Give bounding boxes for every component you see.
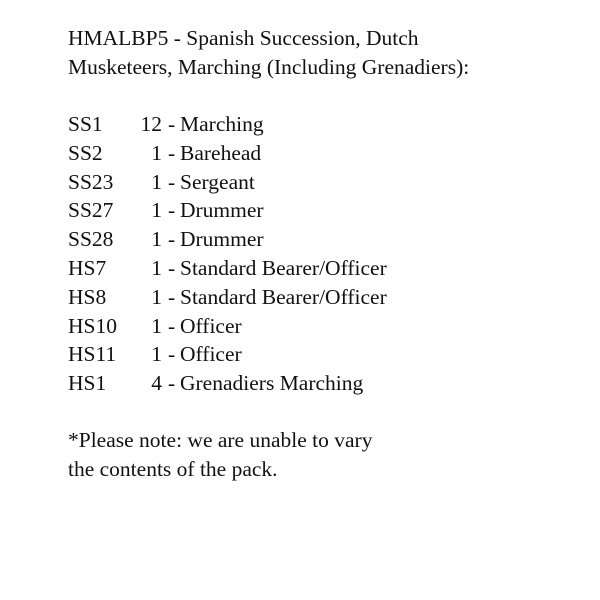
pack-note [68, 426, 372, 484]
pack-item-code: HS10 [68, 313, 117, 338]
pack-item-separator: - [168, 371, 176, 396]
pack-item-code: HS11 [68, 342, 117, 367]
pack-item-separator: - [168, 227, 176, 252]
pack-item-code: SS28 [68, 227, 114, 252]
pack-item-description: Sergeant [180, 169, 255, 194]
pack-item-quantity: 4 [151, 371, 162, 396]
pack-item-code: HS7 [68, 255, 107, 280]
pack-item-quantity: 1 [151, 169, 162, 194]
pack-item-description: Drummer [180, 227, 264, 252]
pack-item-quantity: 1 [151, 227, 162, 252]
pack-title-line-2: Musketeers, Marching (Including Grenadiers): [68, 55, 470, 79]
pack-item-quantity: 1 [151, 342, 162, 367]
pack-item-separator: - [168, 169, 176, 194]
pack-item-separator: - [168, 342, 176, 367]
pack-item-description: Officer [180, 313, 242, 338]
pack-item-separator: - [168, 140, 176, 165]
pack-item-quantity: 1 [151, 140, 162, 165]
pack-item-separator: - [168, 255, 176, 280]
pack-title [68, 24, 588, 82]
pack-item-separator: - [168, 198, 176, 223]
pack-item-description: Grenadiers Marching [180, 371, 364, 396]
pack-item-code: SS27 [68, 198, 114, 223]
pack-item-separator: - [168, 112, 176, 136]
pack-item-separator: - [168, 313, 176, 338]
pack-item-code: HS8 [68, 284, 107, 309]
pack-item-quantity: 1 [151, 198, 162, 223]
pack-item-description: Drummer [180, 198, 264, 223]
pack-item-description: Barehead [180, 140, 262, 165]
pack-item-code: SS1 [68, 112, 103, 136]
pack-item-description: Standard Bearer/Officer [180, 284, 387, 309]
pack-item-quantity: 1 [151, 284, 162, 309]
pack-title-line-1: HMALBP5 - Spanish Succession, Dutch [68, 26, 419, 50]
pack-note-line-1: *Please note: we are unable to vary [68, 428, 373, 452]
pack-item-quantity: 1 [151, 313, 162, 338]
pack-item-code: SS23 [68, 169, 114, 194]
pack-item-quantity: 1 [151, 255, 162, 280]
pack-item-separator: - [168, 284, 176, 309]
pack-item-code: HS1 [68, 371, 107, 396]
pack-note-line-2: the contents of the pack. [68, 457, 278, 481]
pack-item-description: Standard Bearer/Officer [180, 255, 387, 280]
pack-item-description: Officer [180, 342, 242, 367]
pack-item-code: SS2 [68, 140, 103, 165]
pack-item-description: Marching [180, 112, 264, 136]
pack-item-quantity: 12 [140, 112, 162, 136]
